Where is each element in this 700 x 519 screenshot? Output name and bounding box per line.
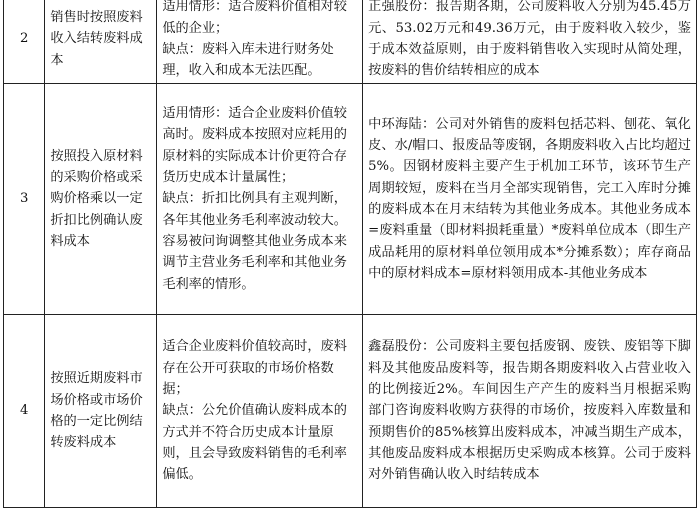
drawback-text: 缺点：废料入库未进行财务处理，收入和成本无法匹配。 <box>162 42 334 79</box>
applicable-scenario: 适合企业废料价值较高时，废料存在公开可获取的市场价格数据； <box>162 339 347 398</box>
row-number: 4 <box>4 315 45 508</box>
method-cell: 按照近期废料市场价格或市场价格的一定比例结转废料成本 <box>45 315 157 508</box>
case-cell: 鑫磊股份：公司废料主要包括废钢、废铁、废铝等下脚料及其他废品废料等，报告期各期废料收入占营业收入的比例接近2%。车间因生产产生的废料当月根据采购部门咨询废料收购方获得的市场价，按废料入库数量和预期售价的85%核算出废料成本，冲减当期生产成本，其他废品废料成本根据历史采购成本核算。公司于废料对外销售确认收入时结转成本 <box>363 315 697 508</box>
row-number: 3 <box>4 84 45 315</box>
table-row <box>4 0 697 84</box>
case-cell: 正强股份：报告期各期，公司废料收入分别为45.45万元、53.02万元和49.36万元，由于废料收入较少，鉴于成本效益原则，由于废料销售收入实现时从简处理，按废料的售价结转相应的成本 <box>363 0 697 84</box>
applicable-scenario: 适用情形：适合企业废料价值较高时。废料成本按照对应耗用的原材料的实际成本计价更符合存货历史成本计量属性； <box>162 106 347 186</box>
scenario-cell <box>157 315 363 508</box>
case-cell: 中环海陆：公司对外销售的废料包括芯料、刨花、氧化皮、水/帽口、报废品等废钢，各期废料收入占比均超过5%。因钢材废料主要产生于机加工环节，该环节生产周期较短，废料在当月全部实现销售，完工入库时分摊的废料成本在月末结转为其他业务成本。其他业务成本=废料重量（即材料损耗重量）*废料单位成本（即生产成品耗用的原材料单位领用成本*分摊系数）；库存商品中的原材料成本=原材料领用成本-其他业务成本 <box>363 84 697 315</box>
table-row <box>4 315 697 508</box>
drawback-text: 缺点：折扣比例具有主观判断，各年其他业务毛利率波动较大。容易被问询调整其他业务成本来调节主营业务毛利率和其他业务毛利率的情形。 <box>162 191 347 292</box>
accounting-methods-table <box>3 0 697 508</box>
table-row <box>4 84 697 315</box>
scenario-cell <box>157 84 363 315</box>
drawback-text: 缺点：公允价值确认废料成本的方式并不符合历史成本计量原则，且会导致废料销售的毛利率偏低。 <box>162 403 347 483</box>
method-cell: 按照投入原材料的采购价格或采购价格乘以一定折扣比例确认废料成本 <box>45 84 157 315</box>
row-number: 2 <box>4 0 45 84</box>
applicable-scenario: 适用情形：适合废料价值相对较低的企业； <box>162 0 347 36</box>
method-cell: 销售时按照废料收入结转废料成本 <box>45 0 157 84</box>
scenario-cell <box>157 0 363 84</box>
